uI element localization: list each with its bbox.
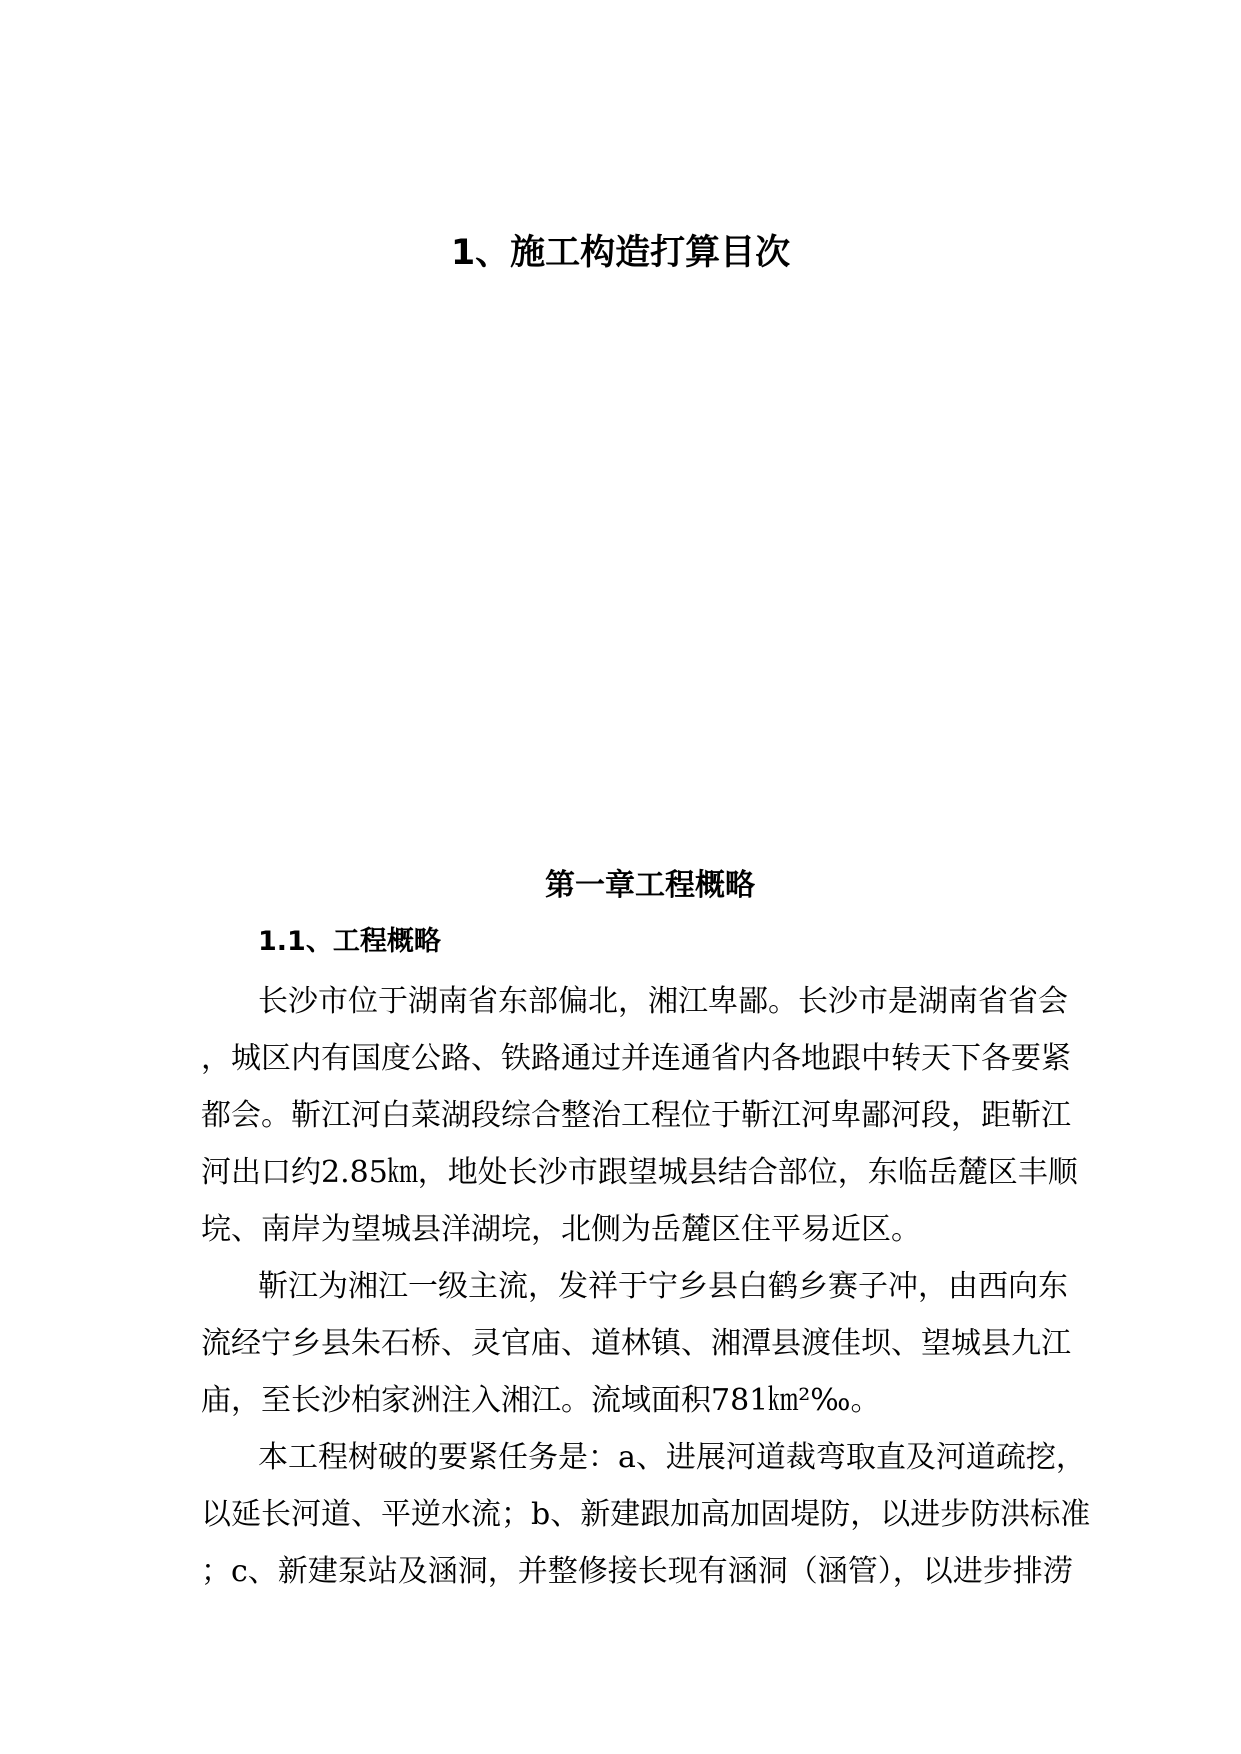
- paragraph-line: 本工程树破的要紧任务是：a、进展河道裁弯取直及河道疏挖，: [258, 1440, 1086, 1475]
- paragraph-line: 垸、南岸为望城县洋湖垸，北侧为岳麓区住平易近区。: [201, 1212, 921, 1247]
- paragraph-line: 靳江为湘江一级主流，发祥于宁乡县白鹤乡赛子冲，由西向东: [258, 1269, 1068, 1304]
- paragraph-line: 以延长河道、平逆水流；b、新建跟加高加固堤防，以进步防洪标准: [201, 1497, 1091, 1532]
- paragraph-line: ；c、新建泵站及涵洞，并整修接长现有涵洞（涵管），以进步排涝: [201, 1554, 1073, 1589]
- paragraph-line: 河出口约2.85㎞，地处长沙市跟望城县结合部位，东临岳麓区丰顺: [201, 1155, 1078, 1190]
- section-heading: 1.1、工程概略: [258, 926, 441, 957]
- chapter-heading: 第一章工程概略: [545, 868, 755, 903]
- document-title: 1、施工构造打算目次: [450, 233, 791, 273]
- paragraph-line: 长沙市位于湖南省东部偏北，湘江卑鄙。长沙市是湖南省省会: [258, 984, 1068, 1019]
- paragraph-line: 庙，至长沙柏家洲注入湘江。流域面积781㎞²‰。: [201, 1383, 881, 1418]
- paragraph-line: 流经宁乡县朱石桥、灵官庙、道林镇、湘潭县渡佳坝、望城县九江: [201, 1326, 1071, 1361]
- paragraph-line: ，城区内有国度公路、铁路通过并连通省内各地跟中转天下各要紧: [201, 1041, 1071, 1076]
- paragraph-line: 都会。靳江河白菜湖段综合整治工程位于靳江河卑鄙河段，距靳江: [201, 1098, 1071, 1133]
